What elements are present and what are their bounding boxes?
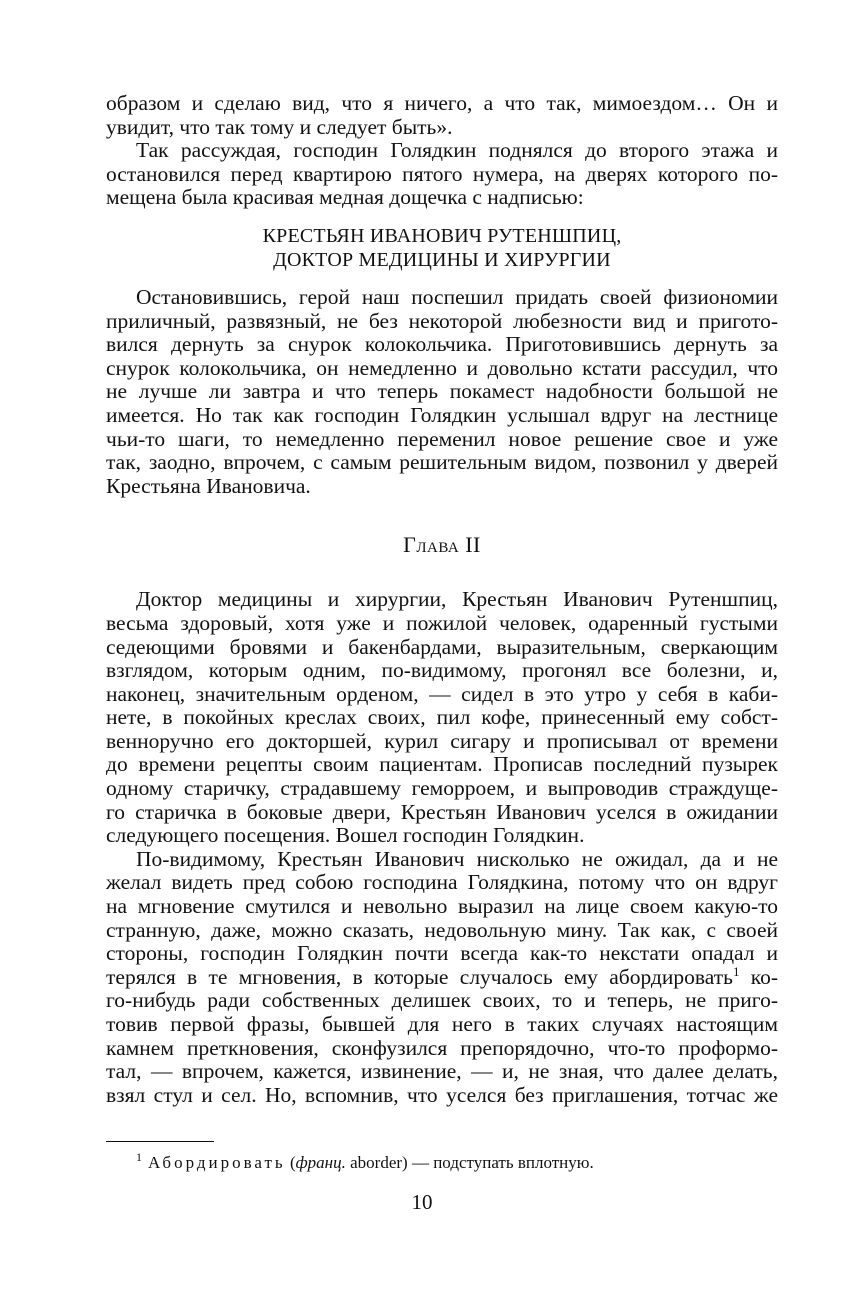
- text-line: камнем преткновения, сконфузился препорядочно, что-то проформо-: [106, 1035, 778, 1060]
- text-fragment: ко-: [739, 964, 779, 989]
- text-line: остановился перед квартирою пятого нумера, на дверях которого по-: [106, 161, 778, 186]
- text-line: Крестьяна Ивановича.: [106, 473, 311, 498]
- text-line: следующего посещения. Вошел господин Голядкин.: [106, 823, 585, 848]
- page-body: [106, 92, 778, 1107]
- footnote-definition: ) — подступать вплотную.: [402, 1153, 594, 1172]
- text-line: снурок колокольчика, он немедленно и довольно кстати рассудил, что: [106, 355, 778, 380]
- text-line: го старичка в боковые двери, Крестьян Иванович уселся в ожидании: [106, 799, 778, 824]
- paragraph-3: [106, 286, 778, 498]
- text-line: увидит, что так тому и следует быть».: [106, 114, 453, 139]
- text-line: приличный, развязный, не без некоторой любезности вид и пригото-: [106, 308, 778, 333]
- footnote-mark: 1: [136, 1150, 142, 1165]
- text-line: тал, — впрочем, кажется, извинение, — и, не зная, что далее делать,: [106, 1059, 778, 1084]
- text-line: взял стул и сел. Но, вспомнив, что уселся без приглашения, тотчас же: [106, 1082, 778, 1107]
- text-line: взглядом, которым одним, по-видимому, прогонял все болезни, и,: [106, 658, 778, 683]
- text-line: вился дернуть за снурок колокольчика. Приготовившись дернуть за: [106, 332, 778, 357]
- text-line: седеющими бровями и бакенбардами, выразительным, сверкающим: [106, 634, 778, 659]
- footnote-divider: [106, 1141, 214, 1142]
- paragraph-2: [106, 139, 778, 210]
- text-line: По-видимому, Крестьян Иванович нисколько не ожидал, да и не: [136, 846, 778, 871]
- text-line: товив первой фразы, бывшей для него в таких случаях настоящим: [106, 1012, 778, 1036]
- text-line-with-footnote-ref: [106, 963, 779, 990]
- footnote-source-word: aborder: [350, 1153, 403, 1172]
- paragraph-5: [106, 848, 778, 1108]
- text-line: образом и сделаю вид, что я ничего, а что так, мимоездом… Он и: [106, 91, 778, 115]
- paragraph-4: [106, 588, 778, 848]
- text-line: странную, даже, можно сказать, недовольную мину. Так как, с своей: [106, 917, 778, 942]
- text-line: до времени рецепты своим пациентам. Прописав последний пузырек: [106, 752, 778, 777]
- text-line: нете, в покойных креслах своих, пил кофе, принесенный ему собст-: [106, 705, 778, 730]
- plate-line: ДОКТОР МЕДИЦИНЫ И ХИРУРГИИ: [273, 248, 611, 271]
- footnote-lang: франц.: [295, 1153, 346, 1172]
- text-line: мещена была красивая медная дощечка с надписью:: [106, 185, 584, 210]
- text-line: желал видеть пред собою господина Голядкина, потому что он вдруг: [106, 870, 778, 895]
- text-line: на мгновение смутился и невольно выразил на лице своем какую-то: [106, 894, 778, 919]
- text-line: чьи-то шаги, то немедленно переменил новое решение свое и уже: [106, 426, 778, 451]
- text-fragment: терялся в те мгновения, в которые случалось ему абордировать: [106, 964, 733, 989]
- text-line: имеется. Но так как господин Голядкин услышал вдруг на лестнице: [106, 402, 778, 427]
- footnote-ref[interactable]: 1: [732, 963, 740, 979]
- text-line: наконец, значительным орденом, — сидел в это утро у себя в каби-: [106, 681, 778, 706]
- page-number: 10: [411, 1190, 433, 1214]
- text-line: не лучше ли завтра и что теперь покамест надобности большой не: [106, 379, 778, 404]
- text-line: одному старичку, страдавшему геморроем, и выпроводив страждуще-: [106, 776, 778, 801]
- text-line: го-нибудь ради собственных делишек своих, то и теперь, не приго-: [106, 988, 778, 1013]
- door-plate-inscription: [106, 224, 778, 272]
- footnote-term: Абордировать: [148, 1153, 286, 1172]
- text-line: стороны, господин Голядкин почти всегда как-то некстати опадал и: [106, 941, 778, 966]
- text-line: так, заодно, впрочем, с самым решительным видом, позвонил у дверей: [106, 450, 778, 475]
- footnote: $^1$ Абордировать (франц. aborder) — подступать вплотную.: [136, 1150, 594, 1172]
- text-line: весьма здоровый, хотя уже и пожилой человек, одаренный густыми: [106, 610, 778, 635]
- chapter-title: Глава II: [403, 532, 481, 558]
- plate-line: КРЕСТЬЯН ИВАНОВИЧ РУТЕНШПИЦ,: [262, 224, 622, 247]
- text-line: венноручно его докторшей, курил сигару и прописывал от времени: [106, 728, 778, 753]
- text-line: Доктор медицины и хирургии, Крестьян Иванович Рутеншпиц,: [136, 587, 778, 612]
- text-line: Так рассуждая, господин Голядкин поднялся до второго этажа и: [136, 138, 778, 163]
- text-line: Остановившись, герой наш поспешил придать своей физиономии: [136, 284, 778, 309]
- paragraph-1: [106, 92, 778, 139]
